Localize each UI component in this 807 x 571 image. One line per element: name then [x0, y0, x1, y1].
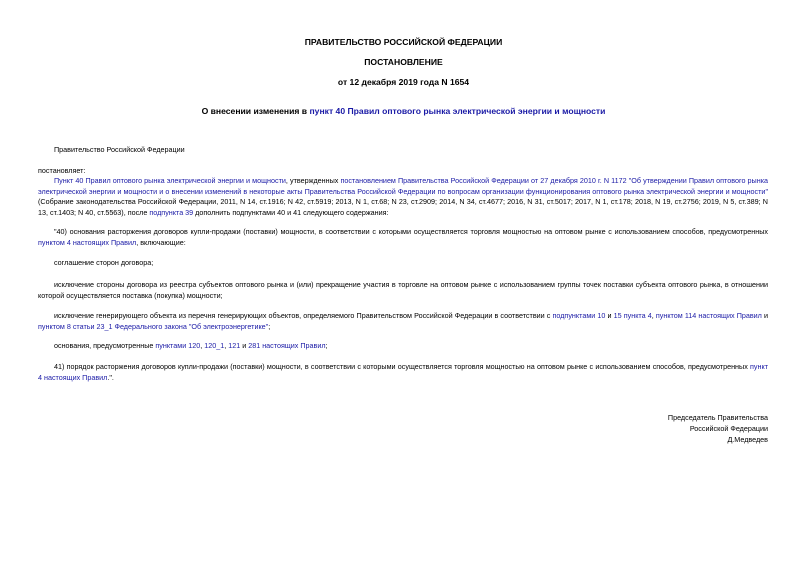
- paragraph-amendment: [38, 176, 768, 218]
- paragraph-agreement: соглашение сторон договора;: [54, 258, 154, 267]
- text-span: .".: [107, 372, 114, 382]
- org-heading: ПРАВИТЕЛЬСТВО РОССИЙСКОЙ ФЕДЕРАЦИИ: [304, 37, 503, 47]
- paragraph-exclusion-party: исключение стороны договора из реестра субъектов оптового рынка и (или) прекращение участия в торговле на оптовом рынке с использованием группы точек поставки субъекта оптового рынка, в отношении которой осуществляется поставка (покупка) мощности;: [38, 280, 768, 300]
- text-span: ,: [224, 341, 229, 350]
- doc-title: [0, 106, 807, 116]
- doc-type-heading: ПОСТАНОВЛЕНИЕ: [364, 57, 443, 67]
- paragraph-41: [38, 362, 768, 383]
- link-punkt-4-41[interactable]: пункт 4 настоящих Правил: [38, 362, 768, 382]
- link-punkt-281[interactable]: 281 настоящих Правил: [248, 341, 326, 350]
- paragraph-grounds: [38, 341, 768, 352]
- text-span: ,: [651, 311, 656, 320]
- text-span: 41) порядок расторжения договоров купли-продажи (поставки) мощности, в соответствии с которыми осуществляется торговля мощностью на оптовом рынке с использованием способов, предусмотренных: [54, 362, 751, 371]
- paragraph-40: [38, 227, 768, 248]
- link-statya-23-1[interactable]: пунктом 8 статьи 23_1 Федерального закона "Об электроэнергетике": [38, 321, 269, 331]
- link-podpunkt-10[interactable]: подпунктами 10: [552, 311, 606, 320]
- link-punkt-4[interactable]: пунктом 4 настоящих Правил: [38, 237, 137, 247]
- date-number: от 12 декабря 2019 года N 1654: [337, 77, 470, 87]
- government-line: Правительство Российской Федерации: [54, 145, 185, 154]
- text-span: и: [240, 341, 249, 350]
- text-span: , утвержденных: [285, 176, 341, 185]
- signature-block: [668, 412, 768, 445]
- link-15-punkta-4[interactable]: 15 пункта 4: [613, 311, 652, 320]
- doc-title-prefix: О внесении изменения в: [201, 106, 310, 116]
- signature-org: Российской Федерации: [689, 424, 768, 433]
- text-span: ;: [325, 341, 328, 350]
- link-punkt-40[interactable]: Пункт 40 Правил оптового рынка электрической энергии и мощности: [54, 176, 286, 185]
- link-punkt-114[interactable]: пунктом 114 настоящих Правил: [655, 311, 762, 320]
- text-span: (Собрание законодательства Российской Федерации, 2011, N 14, ст.1916; N 42, ст.5919; 2013, N 1, ст.68; N 23, ст.2909; 2014, N 34, ст.4677; 2016, N 31, ст.5017; 2017, N 1, ст.178; 2018, N 19, ст.2756; 2019, N 5, ст.389; N 13, ст.1403; N 40, ст.5563), после: [38, 197, 768, 217]
- paragraph-exclusion-object: [38, 311, 768, 332]
- text-span: и: [605, 311, 614, 320]
- link-punkt-121[interactable]: 121: [228, 341, 241, 350]
- text-span: ;: [268, 321, 271, 331]
- decides-line: постановляет:: [38, 166, 86, 175]
- link-podpunkt-39[interactable]: подпункта 39: [149, 207, 194, 217]
- signature-title: Председатель Правительства: [667, 413, 768, 422]
- text-span: исключение генерирующего объекта из перечня генерирующих объектов, определяемого Правительством Российской Федерации в соответствии с: [54, 311, 553, 320]
- text-span: основания, предусмотренные: [54, 341, 156, 350]
- link-postanovlenie-1172[interactable]: постановлением Правительства Российской Федерации от 27 декабря 2010 г. N 1172 "Об утверждении Правил оптового рынка электрической энергии и мощности и о внесении изменений в некоторые акты Правительства Российской Федерации по вопросам организации функционирования оптового рынка электрической энергии и мощности": [38, 176, 768, 196]
- doc-title-link[interactable]: пункт 40 Правил оптового рынка электрической энергии и мощности: [309, 106, 606, 116]
- text-span: дополнить подпунктами 40 и 41 следующего содержания:: [193, 207, 389, 217]
- link-punkt-120[interactable]: пунктами 120: [155, 341, 201, 350]
- text-span: "40) основания расторжения договоров купли-продажи (поставки) мощности, в соответствии с которыми осуществляется торговля мощностью на оптовом рынке с использованием способов, предусмотренных: [54, 227, 768, 236]
- text-span: , включающие:: [136, 237, 186, 247]
- text-span: ,: [200, 341, 205, 350]
- text-span: и: [761, 311, 769, 320]
- link-punkt-120-1[interactable]: 120_1: [204, 341, 225, 350]
- signature-name: Д.Медведев: [727, 435, 768, 444]
